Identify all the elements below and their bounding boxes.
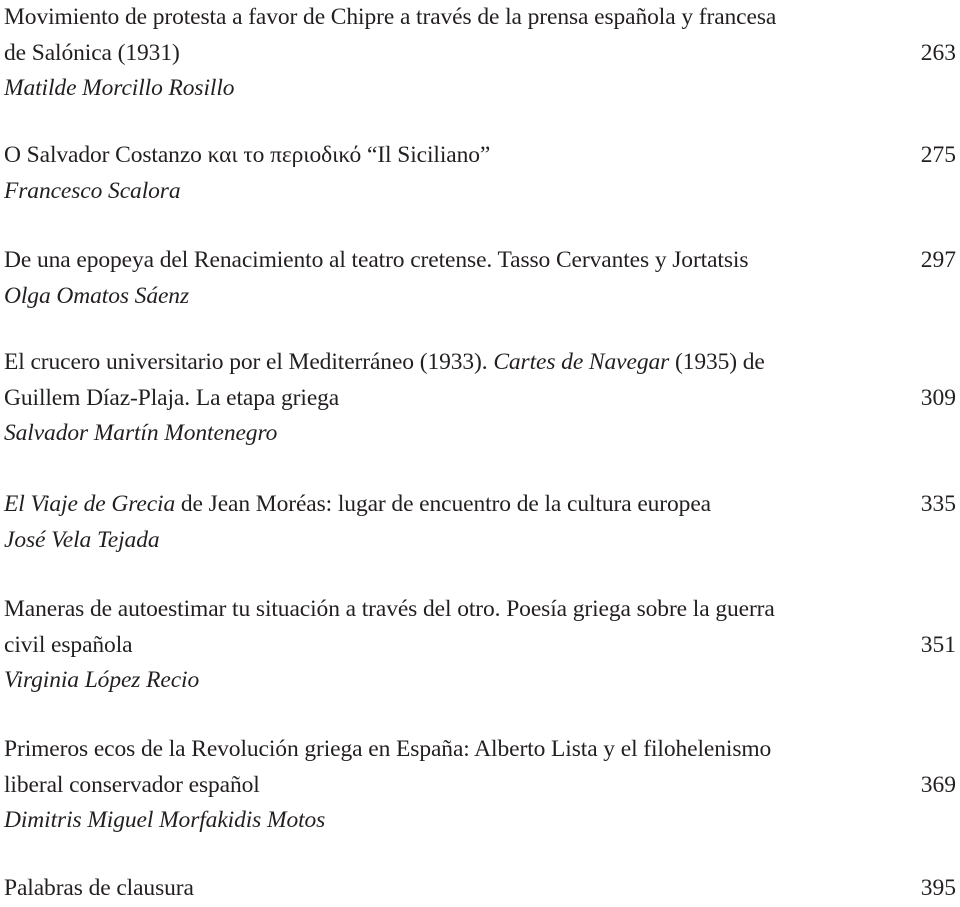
entry-title-line: Primeros ecos de la Revolución griega en España: Alberto Lista y el filohelenismo (4, 736, 772, 762)
entry-author: Olga Omatos Sáenz (4, 282, 189, 309)
entry-title-line: de Salónica (1931) (4, 39, 180, 66)
entry-author: Francesco Scalora (4, 177, 181, 204)
entry-page-number: 351 (920, 631, 956, 658)
entry-page-number: 275 (920, 142, 956, 168)
entry-title-line: Movimiento de protesta a favor de Chipre a través de la prensa española y francesa (4, 4, 777, 30)
entry-author: José Vela Tejada (4, 526, 160, 553)
entry-page-number: 263 (920, 39, 956, 66)
entry-title-line: De una epopeya del Renacimiento al teatro cretense. Tasso Cervantes y Jortatsis (4, 247, 749, 273)
toc-entry (4, 592, 960, 699)
entry-page-number: 395 (920, 875, 956, 901)
entry-author: Dimitris Miguel Morfakidis Motos (4, 807, 326, 834)
entry-author: Salvador Martín Montenegro (4, 420, 278, 447)
toc-entry (4, 138, 960, 209)
toc-entry (4, 732, 960, 839)
entry-title-text: El crucero universitario por el Mediterráneo (1933). (4, 349, 494, 375)
entry-author: Matilde Morcillo Rosillo (4, 75, 235, 102)
entry-title-line: civil española (4, 631, 133, 658)
entry-page-number: 335 (920, 491, 956, 517)
entry-title-line (4, 487, 894, 523)
toc-entry (4, 871, 960, 907)
entry-title-line: Palabras de clausura (4, 875, 194, 901)
entry-title-line: Maneras de autoestimar tu situación a través del otro. Poesía griega sobre la guerra (4, 596, 775, 622)
entry-page-number: 297 (920, 247, 956, 273)
entry-title-text: (1935) de (669, 349, 765, 375)
entry-title-italic: El Viaje de Grecia (4, 491, 176, 517)
toc-entry (4, 487, 960, 558)
entry-title-line: liberal conservador español (4, 771, 260, 798)
entry-page-number: 309 (920, 384, 956, 411)
entry-title-line: O Salvador Costanzo και το περιοδικό “Il Siciliano” (4, 142, 491, 168)
entry-page-number: 369 (920, 771, 956, 798)
toc-entry (4, 243, 960, 314)
entry-author: Virginia López Recio (4, 667, 200, 694)
toc-entry (4, 0, 960, 107)
entry-title-line: Guillem Díaz-Plaja. La etapa griega (4, 384, 340, 411)
entry-title-text: de Jean Moréas: lugar de encuentro de la cultura europea (175, 491, 711, 517)
toc-entry (4, 345, 960, 452)
entry-title-italic: Cartes de Navegar (493, 349, 670, 375)
entry-title-line (4, 345, 894, 381)
